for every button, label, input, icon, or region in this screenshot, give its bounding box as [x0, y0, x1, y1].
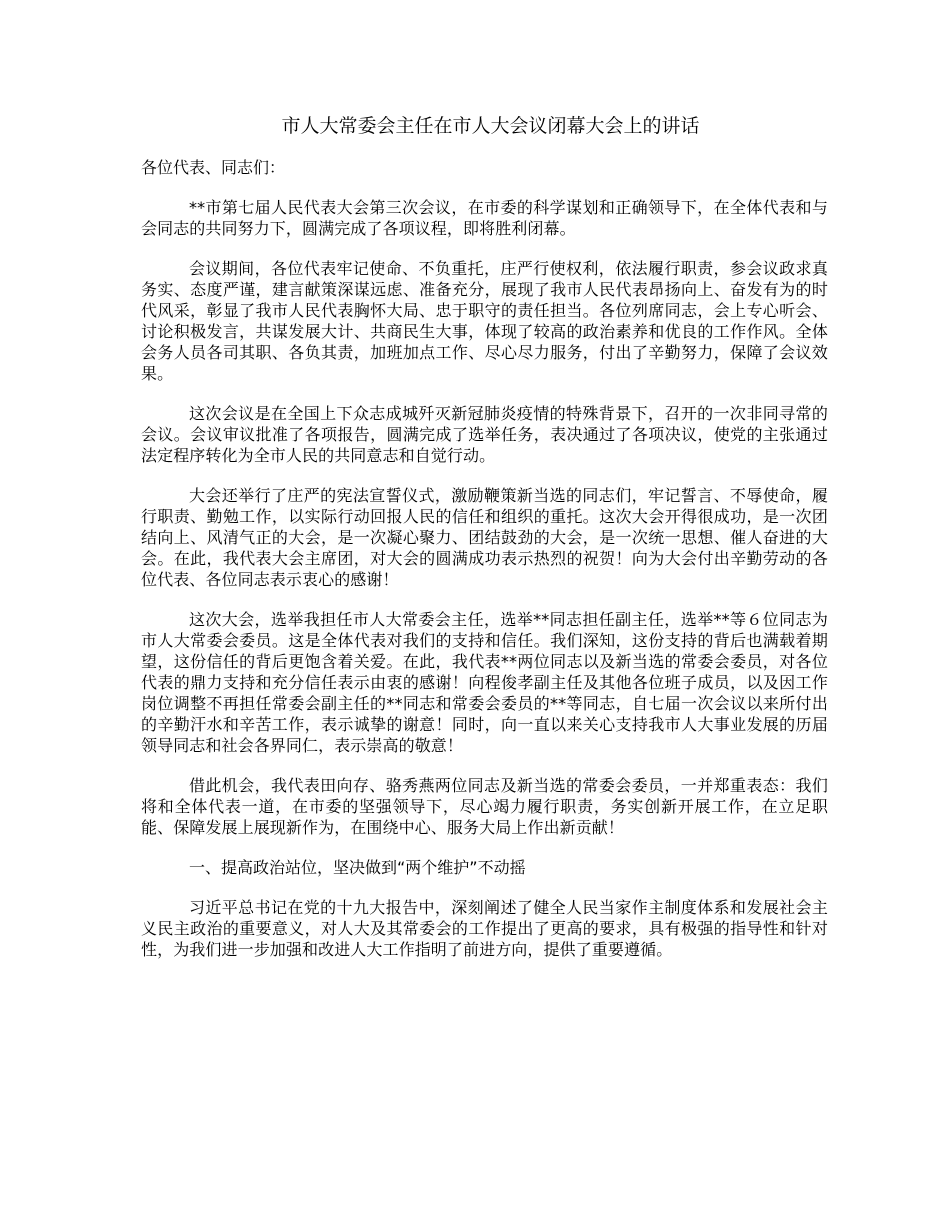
paragraph-4: 大会还举行了庄严的宪法宣誓仪式，激励鞭策新当选的同志们，牢记誓言、不辱使命，履行职责、勤勉工作，以实际行动回报人民的信任和组织的重托。这次大会开得很成功，是一次团结向上、风清气正的大会，是一次凝心聚力、团结鼓劲的大会，是一次统一思想、催人奋进的大会。在此，我代表大会主席团，对大会的圆满成功表示热烈的祝贺！向为大会付出辛勤劳动的各位代表、各位同志表示衷心的感谢！	[141, 486, 828, 589]
salutation: 各位代表、同志们：	[141, 158, 286, 177]
document-title: 市人大常委会主任在市人大会议闭幕大会上的讲话	[281, 115, 700, 137]
paragraph-6: 借此机会，我代表田向存、骆秀燕两位同志及新当选的常委会委员，一并郑重表态：我们将和全体代表一道，在市委的坚强领导下，尽心竭力履行职责，务实创新开展工作，在立足职能、保障发展上展现新作为，在围绕中心、服务大局上作出新贡献！	[141, 776, 828, 837]
paragraph-3: 这次会议是在全国上下众志成城歼灭新冠肺炎疫情的特殊背景下，召开的一次非同寻常的会议。会议审议批准了各项报告，圆满完成了选举任务，表决通过了各项决议，使党的主张通过法定程序转化为全市人民的共同意志和自觉行动。	[141, 404, 828, 465]
paragraph-1: **市第七届人民代表大会第三次会议，在市委的科学谋划和正确领导下，在全体代表和与会同志的共同努力下，圆满完成了各项议程，即将胜利闭幕。	[141, 198, 828, 238]
paragraph-5: 这次大会，选举我担任市人大常委会主任，选举**同志担任副主任，选举**等６位同志为市人大常委会委员。这是全体代表对我们的支持和信任。我们深知，这份支持的背后也满载着期望，这份信任的背后更饱含着关爱。在此，我代表**两位同志以及新当选的常委会委员，对各位代表的鼎力支持和充分信任表示由衷的感谢！向程俊孝副主任及其他各位班子成员，以及因工作岗位调整不再担任常委会副主任的**同志和常委会委员的**等同志，自七届一次会议以来所付出的辛勤汗水和辛苦工作，表示诚挚的谢意！同时，向一直以来关心支持我市人大事业发展的历届领导同志和社会各界同仁，表示崇高的敬意！	[141, 610, 828, 755]
paragraph-2: 会议期间，各位代表牢记使命、不负重托，庄严行使权利，依法履行职责，参会议政求真务实、态度严谨，建言献策深谋远虑、准备充分，展现了我市人民代表昂扬向上、奋发有为的时代风采，彰显了我市人民代表胸怀大局、忠于职守的责任担当。各位列席同志，会上专心听会、讨论积极发言，共谋发展大计、共商民生大事，体现了较高的政治素养和优良的工作作风。全体会务人员各司其职、各负其责，加班加点工作、尽心尽力服务，付出了辛勤努力，保障了会议效果。	[141, 259, 828, 383]
paragraph-7: 习近平总书记在党的十九大报告中，深刻阐述了健全人民当家作主制度体系和发展社会主义民主政治的重要意义，对人大及其常委会的工作提出了更高的要求，具有极强的指导性和针对性，为我们进一步加强和改进人大工作指明了前进方向，提供了重要遵循。	[141, 898, 828, 959]
section-heading: 一、提高政治站位，坚决做到“两个维护”不动摇	[189, 858, 526, 877]
